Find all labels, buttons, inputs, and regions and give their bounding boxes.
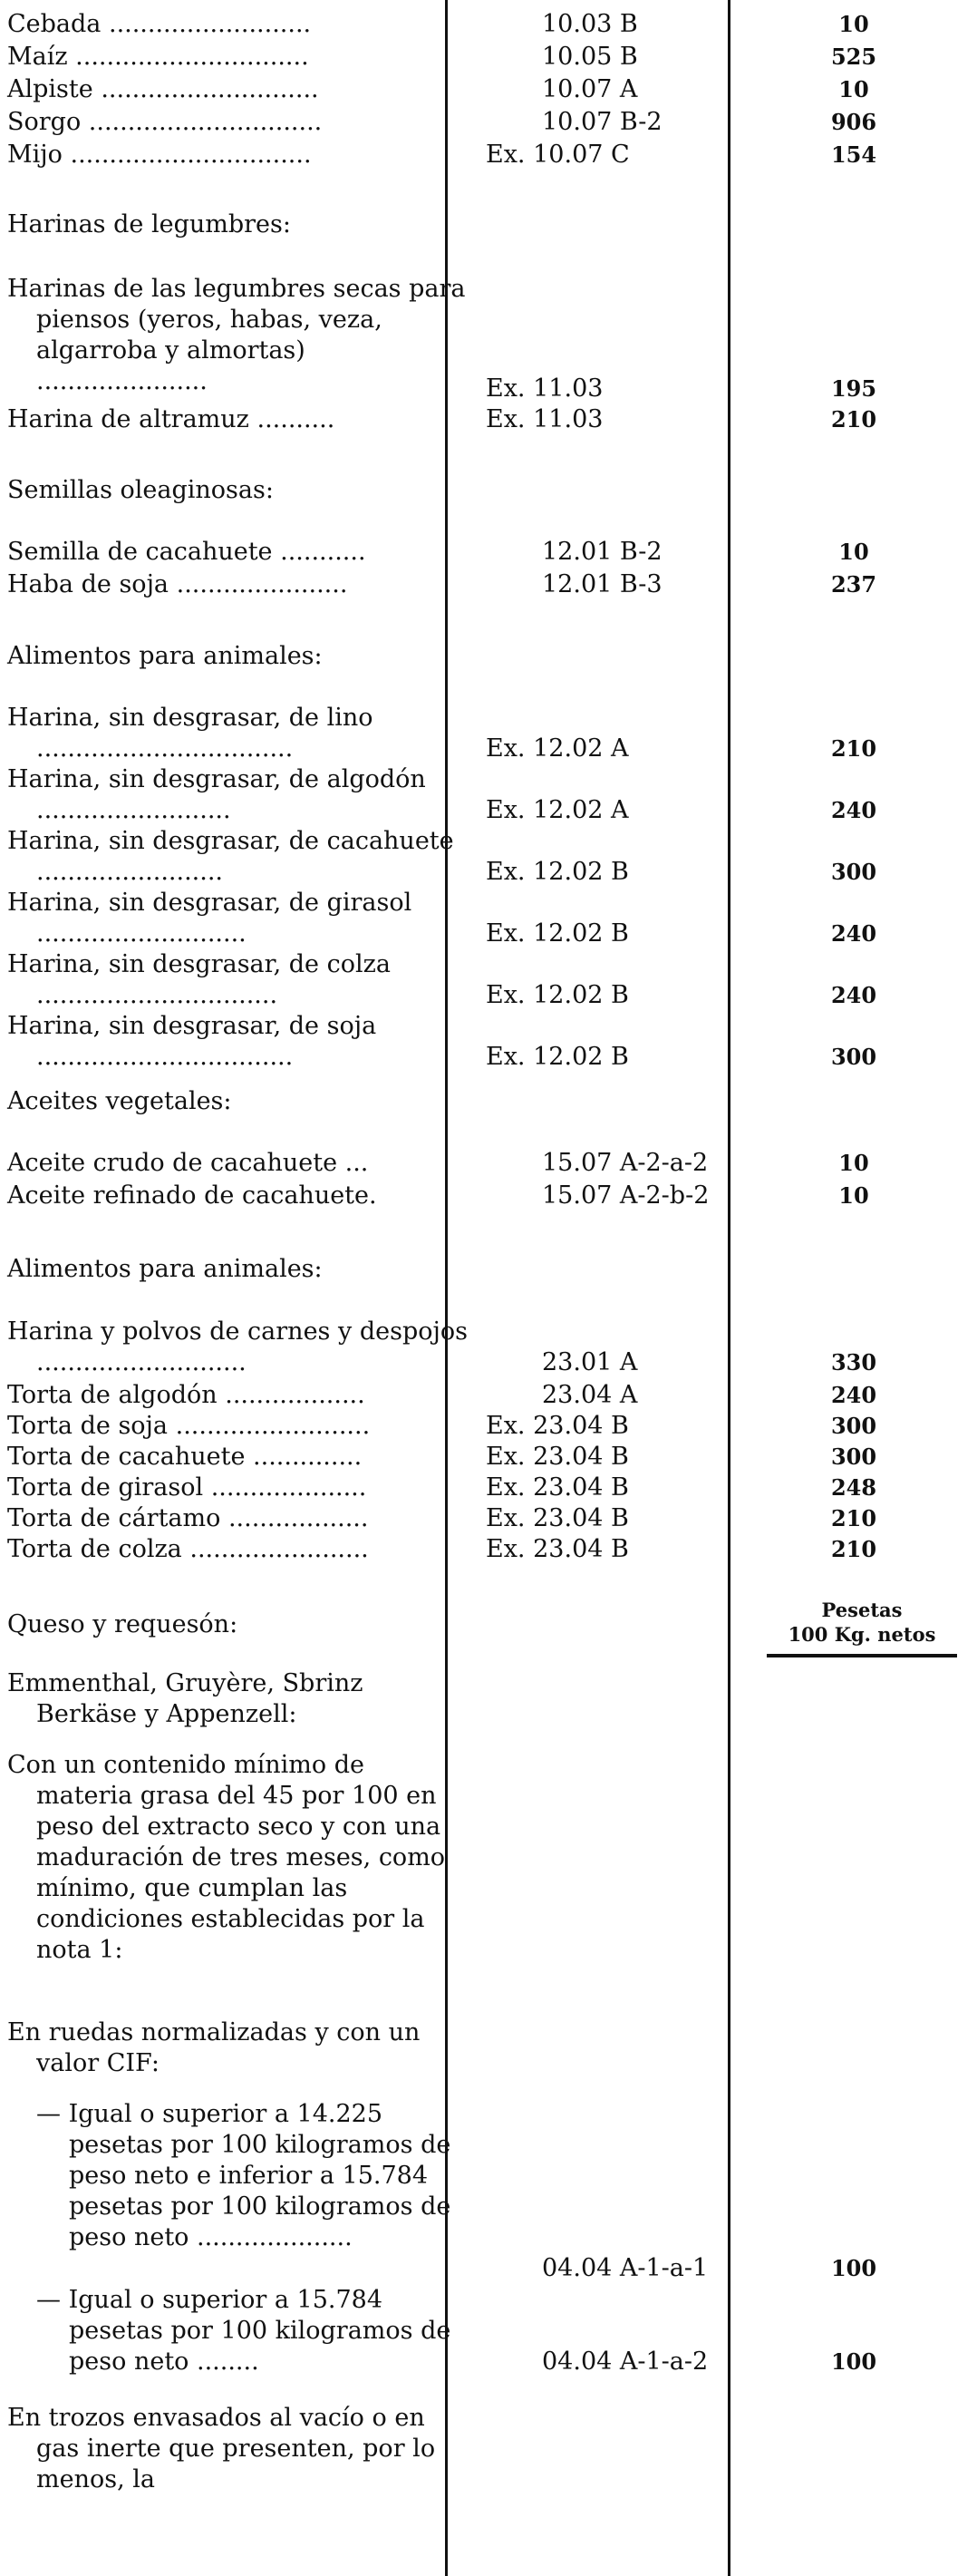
ex-prefix: Ex. xyxy=(486,1473,526,1502)
row-description: Harina, sin desgrasar, de algodón ......................... xyxy=(7,765,426,824)
section-heading: Aceites vegetales: xyxy=(7,1087,232,1115)
code-number: 12.02 B xyxy=(533,919,629,948)
duty-value: 154 xyxy=(830,141,877,168)
section-heading: Queso y requesón: xyxy=(7,1610,238,1638)
tariff-code: 23.04 A xyxy=(542,1381,638,1409)
row-description: Sorgo .............................. xyxy=(7,108,323,136)
row-description: Torta de cártamo .................. xyxy=(7,1504,369,1532)
duty-value: 240 xyxy=(830,920,877,947)
row-description: Cebada .......................... xyxy=(7,10,312,38)
row-description: Aceite refinado de cacahuete. xyxy=(7,1181,377,1210)
code-number: 12.02 A xyxy=(533,796,629,824)
duty-value: 195 xyxy=(830,375,877,402)
duty-value: 330 xyxy=(830,1349,877,1375)
tariff-code: 04.04 A-1-a-1 xyxy=(542,2254,709,2282)
ex-prefix: Ex. xyxy=(486,796,526,824)
row-description: Harina, sin desgrasar, de lino ................................. xyxy=(7,704,373,763)
duty-value: 210 xyxy=(830,406,877,433)
code-number: 23.04 B xyxy=(533,1412,629,1440)
tariff-code: 12.01 B-2 xyxy=(542,538,663,566)
row-description: Harina de altramuz .......... xyxy=(7,405,335,433)
paragraph-ruedas: En ruedas normalizadas y con un valor CIF: xyxy=(7,2018,421,2077)
duty-value: 210 xyxy=(830,735,877,762)
row-description: Alpiste ............................ xyxy=(7,75,319,103)
ex-prefix: Ex. xyxy=(486,405,526,433)
paragraph-contenido: Con un contenido mínimo de materia grasa del 45 por 100 en peso del extracto seco y con una maduración de tres meses, como mínimo, que cumplan las condiciones establecidas por la nota 1: xyxy=(7,1751,446,1964)
row-description: Torta de colza ....................... xyxy=(7,1535,369,1563)
tariff-code: 04.04 A-1-a-2 xyxy=(542,2348,709,2376)
duty-value: 525 xyxy=(830,44,877,70)
row-description: Mijo ............................... xyxy=(7,141,312,169)
row-description: — Igual o superior a 14.225 pesetas por 100 kilogramos de peso neto e inferior a 15.784 pesetas por 100 kilogramos de peso neto .................... xyxy=(36,2100,451,2251)
tariff-code: 10.07 B-2 xyxy=(542,108,663,136)
row-description: Torta de soja ......................... xyxy=(7,1412,371,1440)
ex-prefix: Ex. xyxy=(486,734,526,763)
code-number: 23.04 B xyxy=(533,1504,629,1532)
tariff-code: 10.03 B xyxy=(542,10,638,38)
tariff-code xyxy=(486,140,723,170)
code-number: 23.04 B xyxy=(533,1473,629,1502)
code-number: 12.02 B xyxy=(533,1043,629,1071)
row-description: Torta de girasol .................... xyxy=(7,1473,367,1502)
row-description: Semilla de cacahuete ........... xyxy=(7,538,366,566)
tariff-code xyxy=(486,1503,723,1534)
duty-value: 10 xyxy=(838,1182,869,1209)
duty-value: 10 xyxy=(838,11,869,37)
tariff-code xyxy=(486,919,723,949)
duty-value: 10 xyxy=(838,1150,869,1176)
code-number: 12.02 B xyxy=(533,981,629,1009)
row-description: Harinas de las legumbres secas para piensos (yeros, habas, veza, algarroba y almortas) ...................... xyxy=(7,275,466,395)
duty-value: 237 xyxy=(830,571,877,598)
row-description: Haba de soja ...................... xyxy=(7,570,348,598)
row-description: Aceite crudo de cacahuete ... xyxy=(7,1149,369,1177)
duty-value: 300 xyxy=(830,1413,877,1439)
duty-value: 240 xyxy=(830,1382,877,1408)
tariff-code: 15.07 A-2-a-2 xyxy=(542,1149,709,1177)
unit-column-header xyxy=(767,1598,957,1647)
ex-prefix: Ex. xyxy=(486,919,526,948)
ex-prefix: Ex. xyxy=(486,981,526,1009)
duty-value: 300 xyxy=(830,1444,877,1470)
unit-header-line2: 100 Kg. netos xyxy=(788,1623,936,1646)
tariff-code xyxy=(486,980,723,1011)
tariff-code: 23.01 A xyxy=(542,1348,638,1376)
tariff-code xyxy=(486,374,723,404)
row-description: Torta de cacahuete .............. xyxy=(7,1443,363,1471)
ex-prefix: Ex. xyxy=(486,1043,526,1071)
row-description: Harina, sin desgrasar, de colza ............................... xyxy=(7,950,391,1009)
unit-header-rule xyxy=(767,1654,957,1657)
ex-prefix: Ex. xyxy=(486,1443,526,1471)
code-number: 11.03 xyxy=(533,405,604,433)
ex-prefix: Ex. xyxy=(486,374,526,403)
tariff-code xyxy=(486,404,723,435)
ex-prefix: Ex. xyxy=(486,858,526,886)
row-description: Maíz .............................. xyxy=(7,43,309,71)
tariff-code: 12.01 B-3 xyxy=(542,570,663,598)
tariff-code xyxy=(486,795,723,826)
duty-value: 300 xyxy=(830,859,877,885)
paragraph-trozos: En trozos envasados al vacío o en gas inerte que presenten, por lo menos, la xyxy=(7,2404,436,2493)
ex-prefix: Ex. xyxy=(486,1535,526,1563)
tariff-code: 15.07 A-2-b-2 xyxy=(542,1181,710,1210)
tariff-code xyxy=(486,734,723,764)
section-heading: Semillas oleaginosas: xyxy=(7,476,274,504)
code-number: 23.04 B xyxy=(533,1535,629,1563)
duty-value: 100 xyxy=(830,2255,877,2281)
code-number: 12.02 A xyxy=(533,734,629,763)
row-description: Harina, sin desgrasar, de girasol ........................... xyxy=(7,889,412,948)
tariff-code xyxy=(486,1534,723,1565)
duty-value: 240 xyxy=(830,982,877,1008)
code-number: 12.02 B xyxy=(533,858,629,886)
duty-value: 210 xyxy=(830,1505,877,1531)
code-number: 10.07 C xyxy=(533,141,630,169)
duty-value: 300 xyxy=(830,1044,877,1070)
duty-value: 210 xyxy=(830,1536,877,1562)
section-heading: Alimentos para animales: xyxy=(7,642,323,670)
row-description: — Igual o superior a 15.784 pesetas por 100 kilogramos de peso neto ........ xyxy=(36,2286,451,2376)
duty-value: 10 xyxy=(838,76,869,102)
section-heading: Harinas de legumbres: xyxy=(7,210,291,238)
duty-value: 248 xyxy=(830,1474,877,1501)
tariff-code xyxy=(486,1411,723,1442)
tariff-code xyxy=(486,1442,723,1473)
row-description: Harina y polvos de carnes y despojos ........................... xyxy=(7,1317,468,1376)
duty-value: 906 xyxy=(830,109,877,135)
unit-header-line1: Pesetas xyxy=(821,1599,903,1621)
row-description: Harina, sin desgrasar, de cacahuete ........................ xyxy=(7,827,454,886)
ex-prefix: Ex. xyxy=(486,1412,526,1440)
row-description: Harina, sin desgrasar, de soja ................................. xyxy=(7,1012,377,1071)
duty-value: 240 xyxy=(830,797,877,823)
tariff-code xyxy=(486,1042,723,1073)
tariff-code: 10.07 A xyxy=(542,75,638,103)
row-description: Torta de algodón .................. xyxy=(7,1381,365,1409)
duty-value: 100 xyxy=(830,2348,877,2375)
duty-value: 10 xyxy=(838,539,869,565)
code-number: 11.03 xyxy=(533,374,604,403)
tariff-code xyxy=(486,1473,723,1503)
section-heading: Alimentos para animales: xyxy=(7,1255,323,1283)
ex-prefix: Ex. xyxy=(486,1504,526,1532)
ex-prefix: Ex. xyxy=(486,141,526,169)
tariff-code xyxy=(486,857,723,888)
paragraph-emmenthal: Emmenthal, Gruyère, Sbrinz Berkäse y Appenzell: xyxy=(7,1669,363,1728)
tariff-code: 10.05 B xyxy=(542,43,638,71)
code-number: 23.04 B xyxy=(533,1443,629,1471)
